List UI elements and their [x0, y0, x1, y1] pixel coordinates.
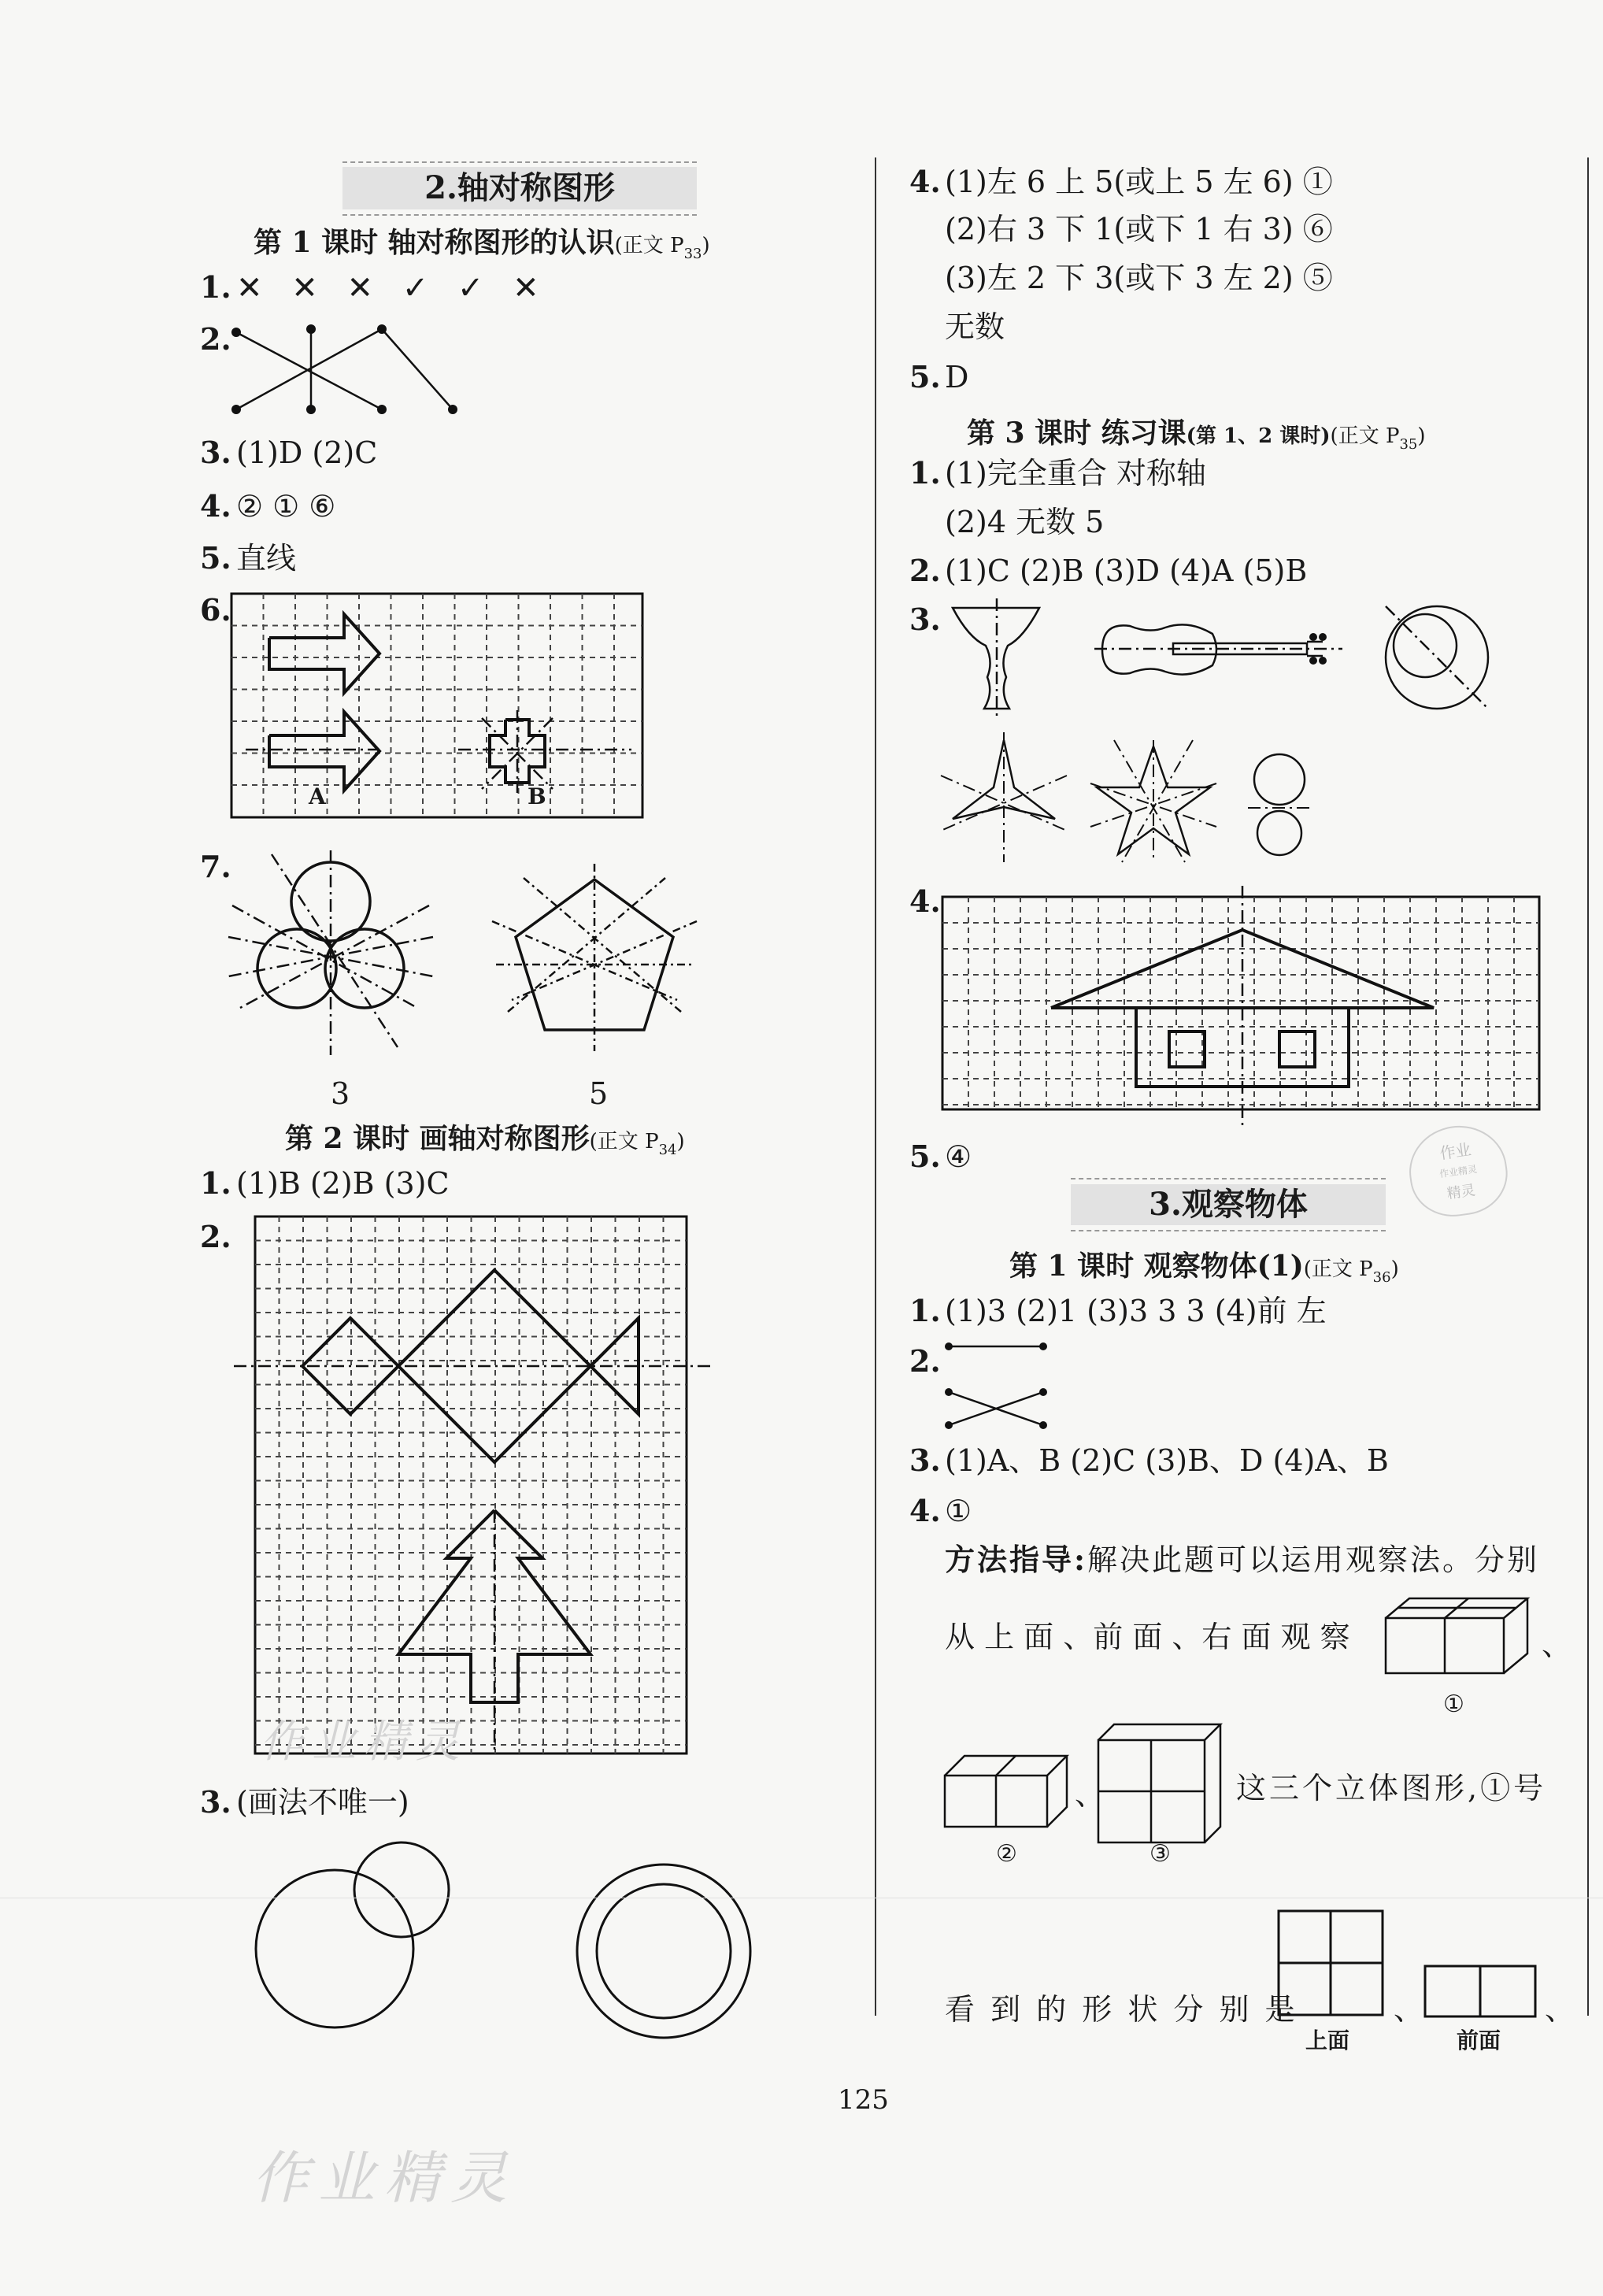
question-number: 5.: [909, 1139, 941, 1174]
overlapping-circles: [236, 1827, 472, 2039]
separator: 、: [1394, 1992, 1424, 2027]
answer-text: ✕ ✕ ✕ ✓ ✓ ✕: [236, 270, 549, 306]
answer-text: ② ① ⑥: [236, 489, 336, 524]
page-number: 125: [838, 2084, 889, 2116]
question-number: 6.: [200, 592, 231, 628]
figure-label: ②: [996, 1840, 1017, 1868]
right-margin-line: [1587, 157, 1589, 2016]
axis-count-pentagon: 5: [589, 1076, 609, 1111]
question-number: 3.: [200, 435, 231, 470]
six-point-star-figure: [937, 732, 1071, 866]
watermark: 作业精灵: [260, 1716, 468, 1768]
figure-label: ③: [1149, 1840, 1171, 1868]
three-circles-figure: [224, 842, 445, 1071]
five-point-star-figure: [1090, 740, 1216, 866]
answer-text: (1)3 (2)1 (3)3 3 3 (4)前 左: [945, 1294, 1327, 1328]
grid-figure-house: [941, 886, 1543, 1130]
answer-text: D: [945, 360, 969, 394]
view-label-top: 上面: [1305, 2028, 1350, 2053]
question-number: 4.: [909, 164, 941, 199]
title-rule-bottom: [1071, 1230, 1386, 1231]
heart-stamp: 作业 作业精灵 精灵: [1404, 1120, 1513, 1222]
answer-line: (2)4 无数 5: [945, 505, 1105, 539]
solid-figure-2: [941, 1740, 1075, 1835]
grid-figure-q6: [230, 592, 647, 820]
snowman-figure: [1248, 748, 1311, 866]
answer-line: (3)左 2 下 3(或下 3 左 2) ⑤: [945, 261, 1333, 295]
question-number: 1.: [909, 455, 941, 491]
lesson-heading: 第 1 课时 轴对称图形的认识(正文 $P_{33}$): [254, 226, 710, 263]
section-title: 3.观察物体: [1071, 1184, 1386, 1225]
question-number: 1.: [200, 1165, 231, 1201]
answer-text: (1)A、B (2)C (3)B、D (4)A、B: [945, 1443, 1389, 1478]
question-number: 1.: [909, 1293, 941, 1328]
view-front-shape: [1423, 1965, 1542, 2020]
answer-line: 无数: [945, 309, 1005, 344]
figure-label: ①: [1443, 1691, 1464, 1718]
title-rule-top: [1071, 1178, 1386, 1179]
question-number: 5.: [200, 540, 231, 576]
method-line-3: 这三个立体图形,①号: [1236, 1771, 1547, 1805]
answer-text: ④: [945, 1139, 972, 1174]
question-number: 2.: [200, 1219, 231, 1254]
answer-text: ①: [945, 1494, 972, 1528]
answer-text: (1)C (2)B (3)D (4)A (5)B: [945, 554, 1308, 588]
separator: 、: [1542, 1628, 1572, 1662]
pentagon-figure: [480, 862, 716, 1059]
method-line-2: 从 上 面 、前 面 、右 面 观 察: [945, 1620, 1350, 1654]
solid-figure-1: [1382, 1591, 1539, 1685]
section-title: 2.轴对称图形: [342, 167, 697, 209]
solid-figure-3: [1094, 1716, 1228, 1850]
answer-text: (1)B (2)B (3)C: [236, 1166, 450, 1201]
question-number: 7.: [200, 849, 231, 884]
view-label-front: 前面: [1457, 2028, 1501, 2053]
answer-text: (画法不唯一): [236, 1785, 409, 1820]
lesson-heading: 第 1 课时 观察物体(1)(正文 $P_{36}$): [1009, 1250, 1399, 1287]
matching-lines-q2: [941, 1331, 1051, 1441]
question-number: 2.: [200, 321, 231, 357]
answer-line: (1)左 6 上 5(或上 5 左 6) ①: [945, 165, 1333, 199]
question-number: 3.: [909, 1442, 941, 1478]
question-number: 4.: [909, 883, 941, 919]
method-line-4: 看 到 的 形 状 分 别 是: [945, 1992, 1298, 2027]
answer-text: (1)D (2)C: [236, 435, 378, 470]
vase-figure: [945, 598, 1055, 724]
watermark: 作业精灵: [252, 2145, 517, 2211]
question-number: 4.: [909, 1493, 941, 1528]
axis-count-circles: 3: [331, 1076, 350, 1111]
question-number: 4.: [200, 488, 231, 524]
title-rule-top: [342, 161, 697, 163]
answer-line: (1)完全重合 对称轴: [945, 456, 1206, 491]
violin-figure: [1094, 610, 1346, 689]
method-guide-line: 方法指导:解决此题可以运用观察法。分别: [945, 1542, 1540, 1577]
figure-label-a: A: [309, 783, 326, 809]
question-number: 1.: [200, 269, 231, 305]
title-rule-bottom: [342, 214, 697, 216]
question-number: 2.: [909, 1343, 941, 1379]
concentric-circles: [571, 1858, 760, 2047]
figure-label-b: B: [528, 783, 546, 809]
question-number: 5.: [909, 359, 941, 394]
answer-text: 直线: [236, 541, 297, 576]
matching-lines-diagram: [228, 315, 480, 425]
question-number: 3.: [909, 602, 941, 637]
question-number: 2.: [909, 553, 941, 588]
answer-line: (2)右 3 下 1(或下 1 右 3) ⑥: [945, 212, 1333, 246]
separator: 、: [1545, 1992, 1575, 2027]
question-number: 3.: [200, 1784, 231, 1820]
separator: 、: [1075, 1777, 1105, 1812]
grid-figure-fish-tree: [254, 1215, 726, 1758]
lesson-heading: 第 3 课时 练习课(第 1、2 课时)(正文 $P_{35}$): [967, 417, 1426, 454]
lesson-heading: 第 2 课时 画轴对称图形(正文 $P_{34}$): [285, 1122, 685, 1159]
circle-chord-figure: [1378, 598, 1496, 717]
column-divider: [875, 157, 876, 2016]
